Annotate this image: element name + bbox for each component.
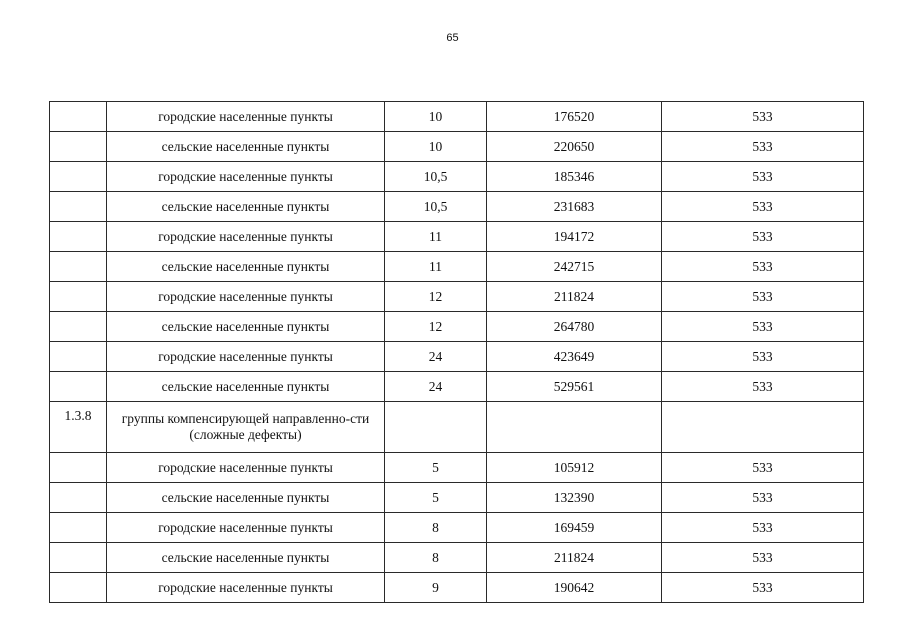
settlement-type-cell: городские населенные пункты <box>107 342 385 372</box>
value-cell: 10 <box>385 102 487 132</box>
amount-cell: 211824 <box>487 282 662 312</box>
code-cell: 533 <box>662 513 864 543</box>
table-row <box>50 222 864 252</box>
settlement-type-cell: сельские населенные пункты <box>107 192 385 222</box>
settlement-type-cell: городские населенные пункты <box>107 222 385 252</box>
table-row <box>50 162 864 192</box>
settlement-type-cell: городские населенные пункты <box>107 282 385 312</box>
table-row <box>50 513 864 543</box>
value-cell: 9 <box>385 573 487 603</box>
value-cell: 11 <box>385 252 487 282</box>
value-cell: 24 <box>385 372 487 402</box>
amount-cell: 423649 <box>487 342 662 372</box>
table-row <box>50 192 864 222</box>
code-cell: 533 <box>662 162 864 192</box>
amount-cell: 211824 <box>487 543 662 573</box>
value-cell: 10,5 <box>385 162 487 192</box>
code-cell: 533 <box>662 342 864 372</box>
table-row <box>50 312 864 342</box>
row-number-cell <box>50 222 107 252</box>
code-cell: 533 <box>662 132 864 162</box>
amount-cell: 529561 <box>487 372 662 402</box>
page-number: 65 <box>446 32 459 44</box>
table-row <box>50 573 864 603</box>
code-cell: 533 <box>662 102 864 132</box>
table-row <box>50 102 864 132</box>
settlement-type-cell: городские населенные пункты <box>107 513 385 543</box>
amount-cell: 176520 <box>487 102 662 132</box>
settlement-type-cell: городские населенные пункты <box>107 162 385 192</box>
settlement-type-cell: сельские населенные пункты <box>107 543 385 573</box>
settlement-type-cell: городские населенные пункты <box>107 453 385 483</box>
row-number-cell <box>50 342 107 372</box>
row-number-cell <box>50 132 107 162</box>
code-cell <box>662 402 864 453</box>
value-cell: 10 <box>385 132 487 162</box>
table-row <box>50 483 864 513</box>
table-row <box>50 453 864 483</box>
section-row <box>50 402 864 453</box>
code-cell: 533 <box>662 252 864 282</box>
row-number-cell <box>50 573 107 603</box>
value-cell: 8 <box>385 513 487 543</box>
row-number-cell <box>50 252 107 282</box>
settlement-type-cell: сельские населенные пункты <box>107 483 385 513</box>
value-cell: 5 <box>385 483 487 513</box>
settlement-type-cell: сельские населенные пункты <box>107 312 385 342</box>
amount-cell: 190642 <box>487 573 662 603</box>
settlement-type-cell: группы компенсирующей направленно-сти (сложные дефекты) <box>107 402 385 453</box>
settlement-type-cell: городские населенные пункты <box>107 102 385 132</box>
row-number-cell <box>50 192 107 222</box>
code-cell: 533 <box>662 453 864 483</box>
value-cell: 12 <box>385 312 487 342</box>
data-table <box>49 101 864 603</box>
table-body <box>50 102 864 603</box>
row-number-cell <box>50 513 107 543</box>
row-number-cell <box>50 483 107 513</box>
row-number-cell <box>50 282 107 312</box>
amount-cell: 105912 <box>487 453 662 483</box>
table-row <box>50 342 864 372</box>
code-cell: 533 <box>662 573 864 603</box>
row-number-cell <box>50 543 107 573</box>
amount-cell: 264780 <box>487 312 662 342</box>
value-cell <box>385 402 487 453</box>
settlement-type-cell: сельские населенные пункты <box>107 252 385 282</box>
value-cell: 5 <box>385 453 487 483</box>
row-number-cell <box>50 102 107 132</box>
value-cell: 24 <box>385 342 487 372</box>
table-row <box>50 543 864 573</box>
value-cell: 11 <box>385 222 487 252</box>
amount-cell <box>487 402 662 453</box>
amount-cell: 185346 <box>487 162 662 192</box>
row-number-cell: 1.3.8 <box>50 402 107 453</box>
row-number-cell <box>50 312 107 342</box>
amount-cell: 194172 <box>487 222 662 252</box>
code-cell: 533 <box>662 282 864 312</box>
amount-cell: 231683 <box>487 192 662 222</box>
code-cell: 533 <box>662 312 864 342</box>
amount-cell: 169459 <box>487 513 662 543</box>
row-number-cell <box>50 372 107 402</box>
code-cell: 533 <box>662 543 864 573</box>
value-cell: 10,5 <box>385 192 487 222</box>
table-row <box>50 132 864 162</box>
settlement-type-cell: сельские населенные пункты <box>107 372 385 402</box>
code-cell: 533 <box>662 222 864 252</box>
table-row <box>50 372 864 402</box>
code-cell: 533 <box>662 192 864 222</box>
value-cell: 12 <box>385 282 487 312</box>
table-row <box>50 252 864 282</box>
settlement-type-cell: городские населенные пункты <box>107 573 385 603</box>
code-cell: 533 <box>662 483 864 513</box>
amount-cell: 132390 <box>487 483 662 513</box>
row-number-cell <box>50 453 107 483</box>
amount-cell: 242715 <box>487 252 662 282</box>
table-row <box>50 282 864 312</box>
settlement-type-cell: сельские населенные пункты <box>107 132 385 162</box>
amount-cell: 220650 <box>487 132 662 162</box>
row-number-cell <box>50 162 107 192</box>
value-cell: 8 <box>385 543 487 573</box>
code-cell: 533 <box>662 372 864 402</box>
